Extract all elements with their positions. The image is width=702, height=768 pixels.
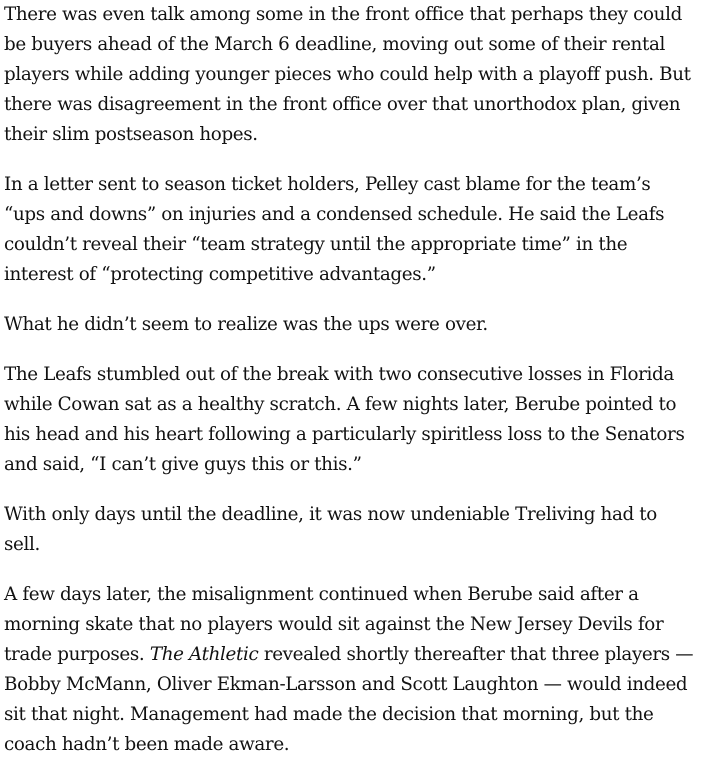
publication-name: The Athletic	[149, 644, 259, 665]
paragraph-misalignment	[4, 580, 694, 760]
paragraph-front-office-talk: There was even talk among some in the front office that perhaps they could be buyers ahead of the March 6 deadline, moving out some of their rental players while adding younger pieces who could help with a playoff push. But there was disagreement in the front office over that unorthodox plan, given their slim postseason hopes.	[4, 4, 691, 145]
paragraph-deadline-sell: With only days until the deadline, it was now undeniable Treliving had to sell.	[4, 504, 657, 555]
paragraph-leafs-stumbled: The Leafs stumbled out of the break with two consecutive losses in Florida while Cowan sat as a healthy scratch. A few nights later, Berube pointed to his head and his heart following a particularly spiritless loss to the Senators and said, “I can’t give guys this or this.”	[4, 364, 685, 475]
paragraph-ups-over: What he didn’t seem to realize was the ups were over.	[4, 314, 488, 335]
paragraph-pelley-letter: In a letter sent to season ticket holders, Pelley cast blame for the team’s “ups and downs” on injuries and a condensed schedule. He said the Leafs couldn’t reveal their “team strategy until the appropriate time” in the interest of “protecting competitive advantages.”	[4, 174, 665, 285]
misalignment-text-start: A few days later, the misalignment continued when Berube said after a morning skate that no players would sit against the New Jersey Devils for trade purposes.	[4, 584, 664, 665]
misalignment-text-end: revealed shortly thereafter that three players — Bobby McMann, Oliver Ekman-Larsson and Scott Laughton — would indeed sit that night. Management had made the decision that morning, but the coach hadn’t been made aware.	[4, 644, 694, 755]
